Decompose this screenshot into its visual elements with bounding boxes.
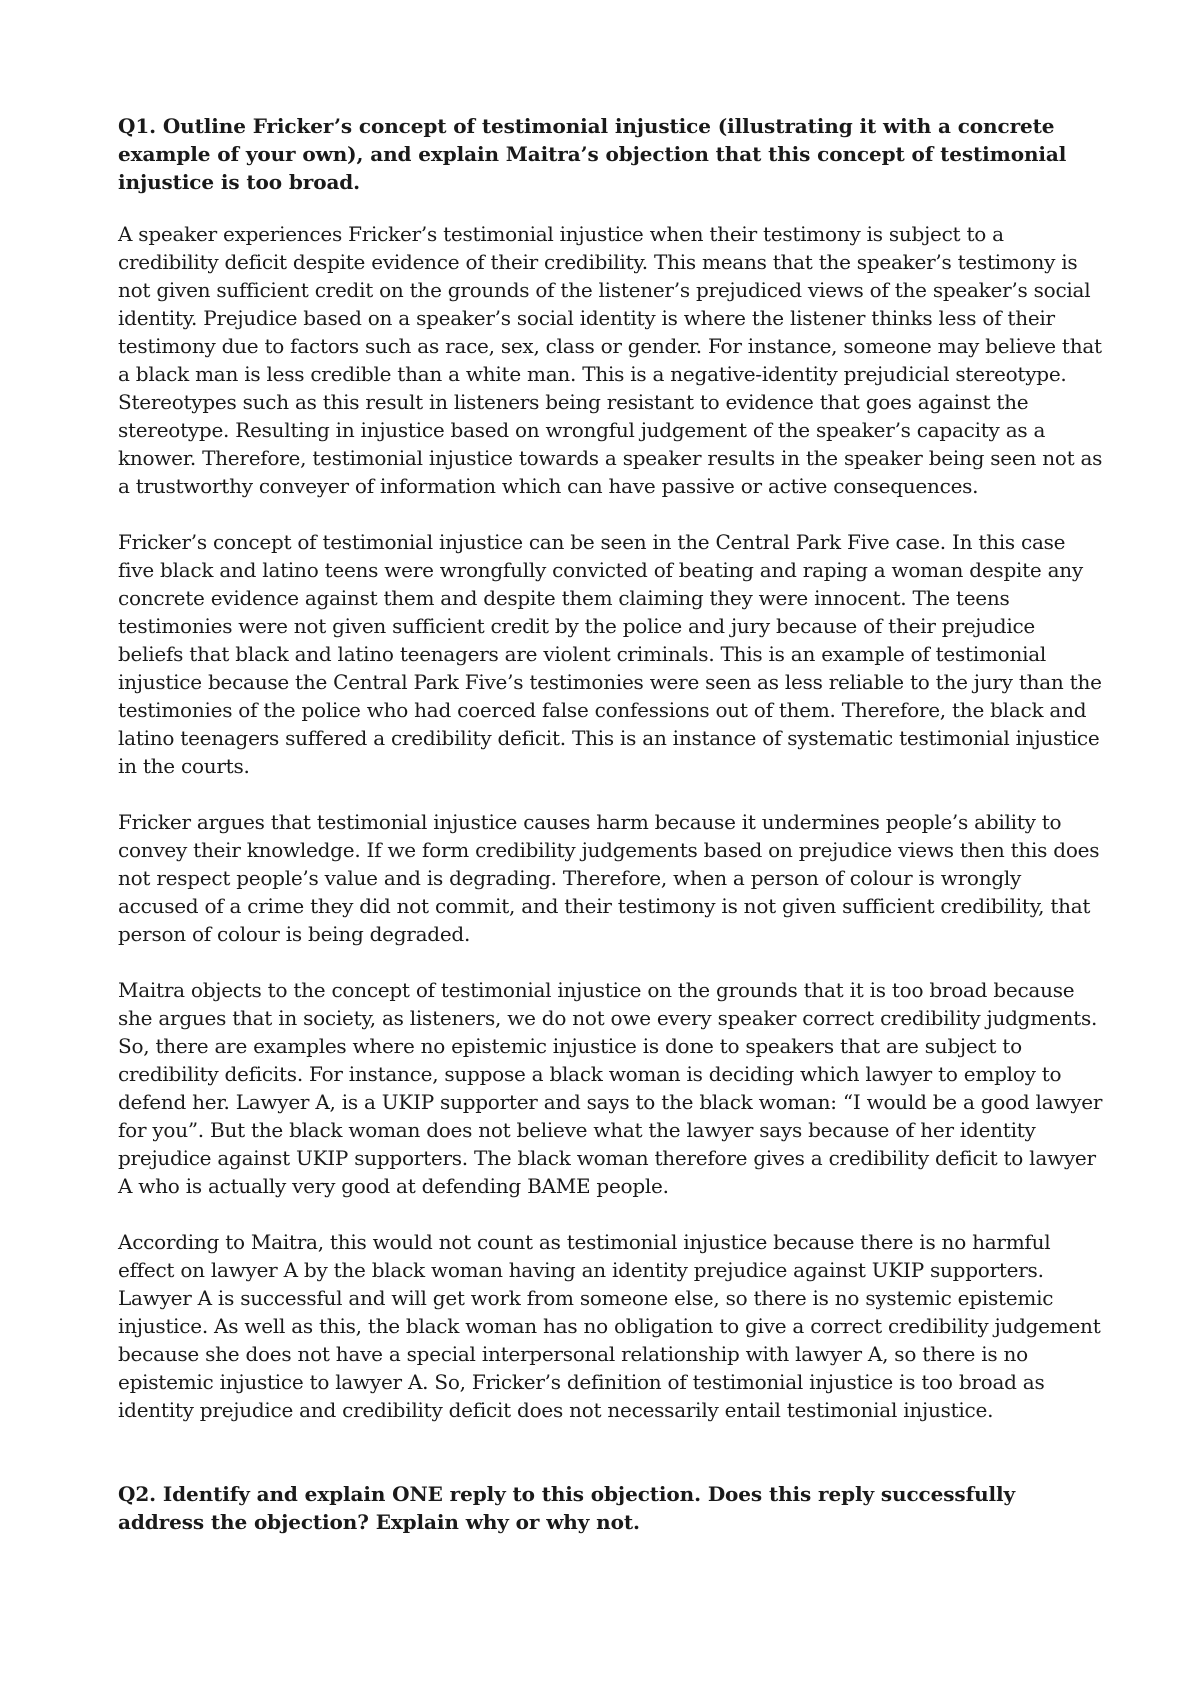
- paragraph-harm: Fricker argues that testimonial injustice causes harm because it undermines people’s ability to convey their knowledge. If we form credibility judgements based on prejudice views then this does not respect people’s value and is degrading. Therefore, when a person of colour is wrongly accused of a crime they did not commit, and their testimony is not given sufficient credibility, that person of colour is being degraded.: [118, 810, 1100, 946]
- paragraph-central-park-five: Fricker’s concept of testimonial injustice can be seen in the Central Park Five case. In this case five black and latino teens were wrongfully convicted of beating and raping a woman despite any concrete evidence against them and despite them claiming they were innocent. The teens testimonies were not given sufficient credit by the police and jury because of their prejudice beliefs that black and latino teenagers are violent criminals. This is an example of testimonial injustice because the Central Park Five’s testimonies were seen as less reliable to the jury than the testimonies of the police who had coerced false confessions out of them. Therefore, the black and latino teenagers suffered a credibility deficit. This is an instance of systematic testimonial injustice in the courts.: [118, 530, 1102, 778]
- question-1-heading: Q1. Outline Fricker’s concept of testimonial injustice (illustrating it with a concrete example of your own), and explain Maitra’s objection that this concept of testimonial injustice is too broad.: [118, 114, 1067, 194]
- paragraph-credibility-deficit: A speaker experiences Fricker’s testimonial injustice when their testimony is subject to a credibility deficit despite evidence of their credibility. This means that the speaker’s testimony is not given sufficient credit on the grounds of the listener’s prejudiced views of the speaker’s social identity. Prejudice based on a speaker’s social identity is where the listener thinks less of their testimony due to factors such as race, sex, class or gender. For instance, someone may believe that a black man is less credible than a white man. This is a negative-identity prejudicial stereotype. Stereotypes such as this result in listeners being resistant to evidence that goes against the stereotype. Resulting in injustice based on wrongful judgement of the speaker’s capacity as a knower. Therefore, testimonial injustice towards a speaker results in the speaker being seen not as a trustworthy conveyer of information which can have passive or active consequences.: [118, 222, 1103, 498]
- paragraph-maitra-objection: Maitra objects to the concept of testimonial injustice on the grounds that it is too broad because she argues that in society, as listeners, we do not owe every speaker correct credibility judgments. So, there are examples where no epistemic injustice is done to speakers that are subject to credibility deficits. For instance, suppose a black woman is deciding which lawyer to employ to defend her. Lawyer A, is a UKIP supporter and says to the black woman: “I would be a good lawyer for you”. But the black woman does not believe what the lawyer says because of her identity prejudice against UKIP supporters. The black woman therefore gives a credibility deficit to lawyer A who is actually very good at defending BAME people.: [118, 978, 1103, 1198]
- document-page: [118, 112, 1103, 1536]
- question-2-heading: Q2. Identify and explain ONE reply to this objection. Does this reply successfully address the objection? Explain why or why not.: [118, 1482, 1016, 1534]
- paragraph-maitra-conclusion: According to Maitra, this would not count as testimonial injustice because there is no harmful effect on lawyer A by the black woman having an identity prejudice against UKIP supporters. Lawyer A is successful and will get work from someone else, so there is no systemic epistemic injustice. As well as this, the black woman has no obligation to give a correct credibility judgement because she does not have a special interpersonal relationship with lawyer A, so there is no epistemic injustice to lawyer A. So, Fricker’s definition of testimonial injustice is too broad as identity prejudice and credibility deficit does not necessarily entail testimonial injustice.: [118, 1230, 1101, 1422]
